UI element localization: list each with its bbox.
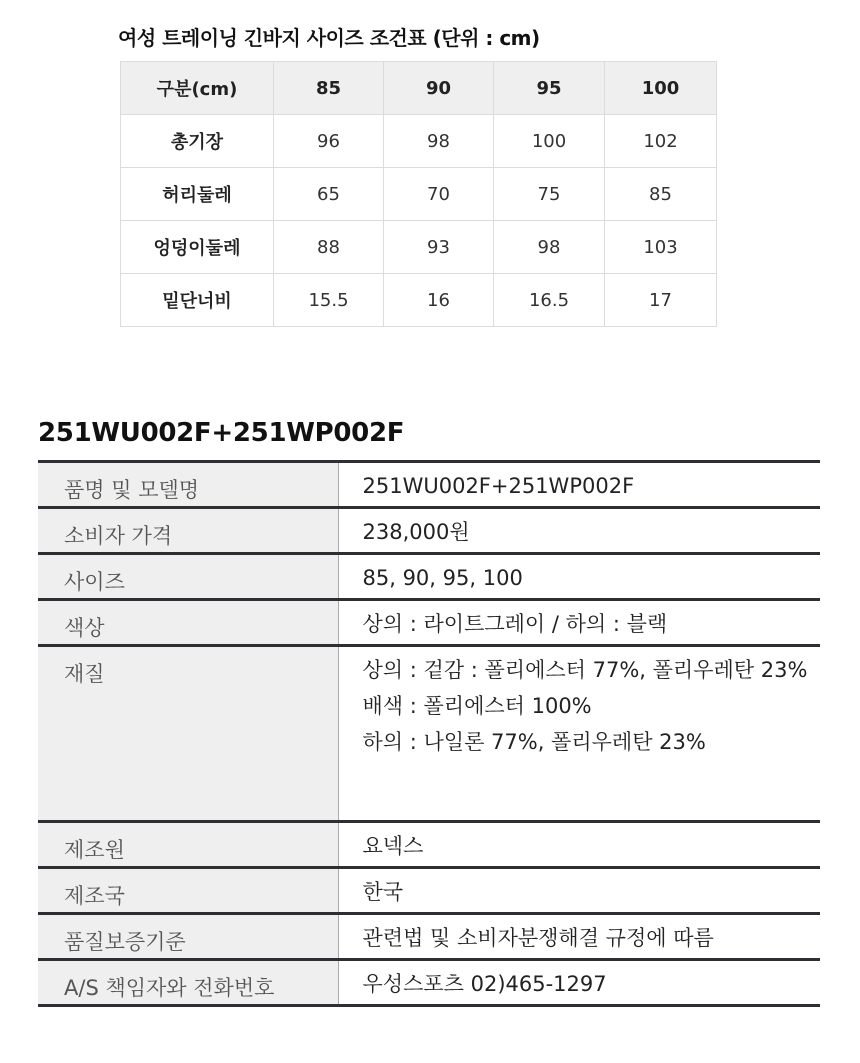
product-info-label: 제조원 xyxy=(38,822,338,868)
product-info-row xyxy=(38,554,820,600)
product-info-value-line: 한국 xyxy=(362,880,404,904)
size-chart-cell: 65 xyxy=(274,168,384,221)
size-chart-cell: 102 xyxy=(605,115,717,168)
product-info-value-line: 상의 : 라이트그레이 / 하의 : 블랙 xyxy=(362,612,668,636)
size-chart-cell: 96 xyxy=(274,115,384,168)
size-chart-row-label: 총기장 xyxy=(121,115,274,168)
product-info-label: 소비자 가격 xyxy=(38,508,338,554)
product-info-value xyxy=(338,462,820,508)
size-chart-header-cell: 85 xyxy=(274,62,384,115)
product-info-value xyxy=(338,914,820,960)
product-info-value-line: 요넥스 xyxy=(362,834,424,858)
product-info-value xyxy=(338,600,820,646)
size-chart-header-cell: 100 xyxy=(605,62,717,115)
product-info-row xyxy=(38,914,820,960)
product-info-value xyxy=(338,960,820,1006)
product-info-value xyxy=(338,646,820,822)
size-chart-cell: 98 xyxy=(494,221,605,274)
product-info-label: 품명 및 모델명 xyxy=(38,462,338,508)
size-chart-cell: 93 xyxy=(384,221,494,274)
product-info-value xyxy=(338,554,820,600)
product-info-value-line: 상의 : 겉감 : 폴리에스터 77%, 폴리우레탄 23% xyxy=(362,658,808,682)
product-info-value xyxy=(338,822,820,868)
size-chart-row xyxy=(121,221,717,274)
size-chart-cell: 15.5 xyxy=(274,274,384,327)
size-chart-row xyxy=(121,168,717,221)
product-info-row xyxy=(38,462,820,508)
size-chart-cell: 88 xyxy=(274,221,384,274)
size-chart-cell: 17 xyxy=(605,274,717,327)
size-chart-row xyxy=(121,115,717,168)
product-info-table xyxy=(38,460,820,1007)
product-info-row xyxy=(38,822,820,868)
product-info-row xyxy=(38,960,820,1006)
size-chart-cell: 16.5 xyxy=(494,274,605,327)
product-info-value-line: 관련법 및 소비자분쟁해결 규정에 따름 xyxy=(362,926,714,950)
size-chart-row-label: 엉덩이둘레 xyxy=(121,221,274,274)
product-info-value-line: 하의 : 나일론 77%, 폴리우레탄 23% xyxy=(362,730,706,754)
product-info-value-line: 우성스포츠 02)465-1297 xyxy=(362,972,607,996)
size-chart-title: 여성 트레이닝 긴바지 사이즈 조건표 (단위 : cm) xyxy=(118,26,540,50)
size-chart-header-cell: 90 xyxy=(384,62,494,115)
product-info-label: A/S 책임자와 전화번호 xyxy=(38,960,338,1006)
size-chart-row-label: 허리둘레 xyxy=(121,168,274,221)
size-chart-cell: 100 xyxy=(494,115,605,168)
product-info-label: 재질 xyxy=(38,646,338,822)
product-info-value xyxy=(338,868,820,914)
product-info-value xyxy=(338,508,820,554)
product-info-row xyxy=(38,508,820,554)
size-chart-header-row xyxy=(121,62,717,115)
product-info-value-line: 251WU002F+251WP002F xyxy=(362,474,635,498)
size-chart-header-cell: 95 xyxy=(494,62,605,115)
product-info-row xyxy=(38,868,820,914)
product-info-row xyxy=(38,646,820,822)
product-info-label: 색상 xyxy=(38,600,338,646)
size-chart-cell: 16 xyxy=(384,274,494,327)
size-chart-cell: 103 xyxy=(605,221,717,274)
product-info-value-line: 238,000원 xyxy=(362,520,470,544)
product-info-value-line: 배색 : 폴리에스터 100% xyxy=(362,694,592,718)
size-chart-cell: 85 xyxy=(605,168,717,221)
product-info-value-line: 85, 90, 95, 100 xyxy=(362,566,523,590)
size-chart-cell: 98 xyxy=(384,115,494,168)
size-chart-cell: 70 xyxy=(384,168,494,221)
product-info-label: 제조국 xyxy=(38,868,338,914)
size-chart-row xyxy=(121,274,717,327)
product-info-row xyxy=(38,600,820,646)
size-chart-row-label: 밑단너비 xyxy=(121,274,274,327)
size-chart-table xyxy=(120,61,717,327)
size-chart-cell: 75 xyxy=(494,168,605,221)
product-info-label: 품질보증기준 xyxy=(38,914,338,960)
product-info-label: 사이즈 xyxy=(38,554,338,600)
size-chart-header-cell: 구분(cm) xyxy=(121,62,274,115)
product-info-title: 251WU002F+251WP002F xyxy=(38,418,405,448)
